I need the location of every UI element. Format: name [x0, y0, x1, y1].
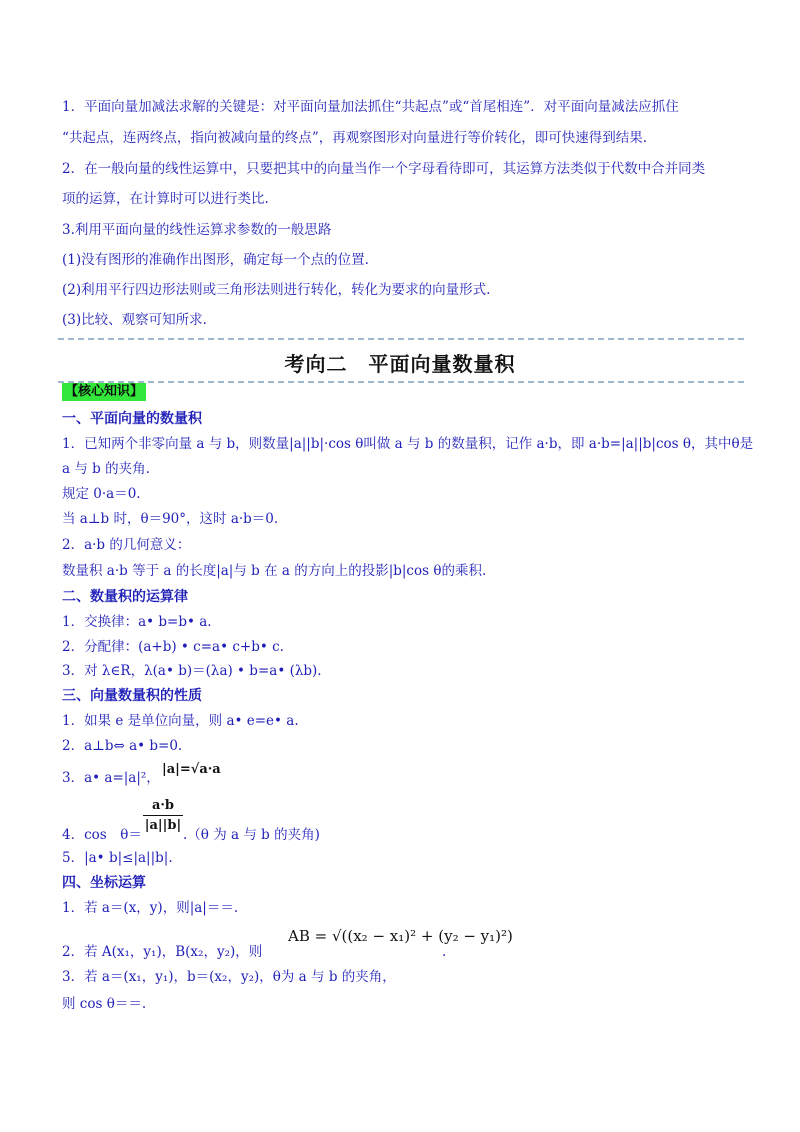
divider-top [58, 338, 744, 340]
cosine-fraction-denominator: |a||b| [144, 818, 182, 833]
intro-paragraph-3: 3.利用平面向量的线性运算求参数的一般思路 [62, 222, 332, 238]
heading-dot-product: 一、平面向量的数量积 [62, 411, 202, 427]
magnitude-formula: |a|=√a·a [162, 762, 221, 777]
coordinate-angle-line-2: 则 cos θ＝＝. [62, 996, 147, 1012]
intro-paragraph-2-line-1: 2．在一般向量的线性运算中，只要把其中的向量当作一个字母看待即可，其运算方法类似于代数中合并同类 [62, 161, 706, 177]
intro-paragraph-2-line-2: 项的运算，在计算时可以进行类比. [62, 191, 269, 207]
coordinate-magnitude: 1．若 a＝(x，y)，则|a|＝＝. [62, 900, 239, 916]
coordinate-distance-prefix: 2．若 A(x₁，y₁)，B(x₂，y₂)，则 [62, 944, 263, 960]
dot-product-definition-line-1: 1．已知两个非零向量 a 与 b，则数量|a||b|·cos θ叫做 a 与 b 的数量积，记作 a·b，即 a·b=|a||b|cos θ，其中θ是 [62, 436, 754, 452]
geometric-meaning-text: 数量积 a·b 等于 a 的长度|a|与 b 在 a 的方向上的投影|b|cos θ的乘积. [62, 563, 487, 579]
property-cauchy-inequality: 5．|a• b|≤|a||b|. [62, 850, 173, 866]
intro-paragraph-1-line-1: 1．平面向量加减法求解的关键是：对平面向量加法抓住“共起点”或“首尾相连”．对平面向量减法应抓住 [62, 99, 679, 115]
intro-paragraph-1-line-2: “共起点，连两终点，指向被减向量的终点”，再观察图形对向量进行等价转化，即可快速得到结果. [62, 130, 648, 146]
property-self-product: 3．a• a=|a|²， [62, 770, 160, 786]
heading-coordinates: 四、坐标运算 [62, 875, 146, 891]
distance-formula-period: . [442, 944, 447, 960]
property-cosine-prefix: 4．cos θ＝ [62, 827, 142, 843]
distance-formula: AB = √((x₂ − x₁)² + (y₂ − y₁)²) [288, 927, 513, 945]
dot-product-definition-line-2: a 与 b 的夹角. [62, 461, 150, 477]
perpendicular-rule: 当 a⊥b 时，θ＝90°，这时 a·b＝0. [62, 511, 279, 527]
scalar-associative-law: 3．对 λ∈R，λ(a• b)＝(λa) • b=a• (λb). [62, 663, 322, 679]
property-unit-vector: 1．如果 e 是单位向量，则 a• e=e• a. [62, 713, 299, 729]
property-cosine-note: .（θ 为 a 与 b 的夹角) [183, 827, 320, 843]
intro-step-3: (3)比较、观察可知所求. [62, 312, 207, 328]
cosine-fraction-numerator: a·b [143, 798, 183, 816]
core-knowledge-badge: 【核心知识】 [62, 383, 146, 401]
section-title: 考向二 平面向量数量积 [284, 352, 516, 376]
distributive-law: 2．分配律：(a+b) • c=a• c+b• c. [62, 639, 284, 655]
property-perpendicular: 2．a⊥b⇔ a• b=0. [62, 738, 183, 754]
divider-bottom [58, 381, 744, 383]
heading-operation-laws: 二、数量积的运算律 [62, 589, 188, 605]
coordinate-angle-line-1: 3．若 a＝(x₁，y₁)，b＝(x₂，y₂)，θ为 a 与 b 的夹角， [62, 969, 396, 985]
geometric-meaning-heading: 2．a·b 的几何意义： [62, 537, 191, 553]
zero-vector-rule: 规定 0·a＝0. [62, 486, 141, 502]
heading-properties: 三、向量数量积的性质 [62, 688, 202, 704]
commutative-law: 1．交换律：a• b=b• a. [62, 614, 212, 630]
intro-step-1: (1)没有图形的准确作出图形，确定每一个点的位置. [62, 252, 369, 268]
intro-step-2: (2)利用平行四边形法则或三角形法则进行转化，转化为要求的向量形式. [62, 282, 491, 298]
